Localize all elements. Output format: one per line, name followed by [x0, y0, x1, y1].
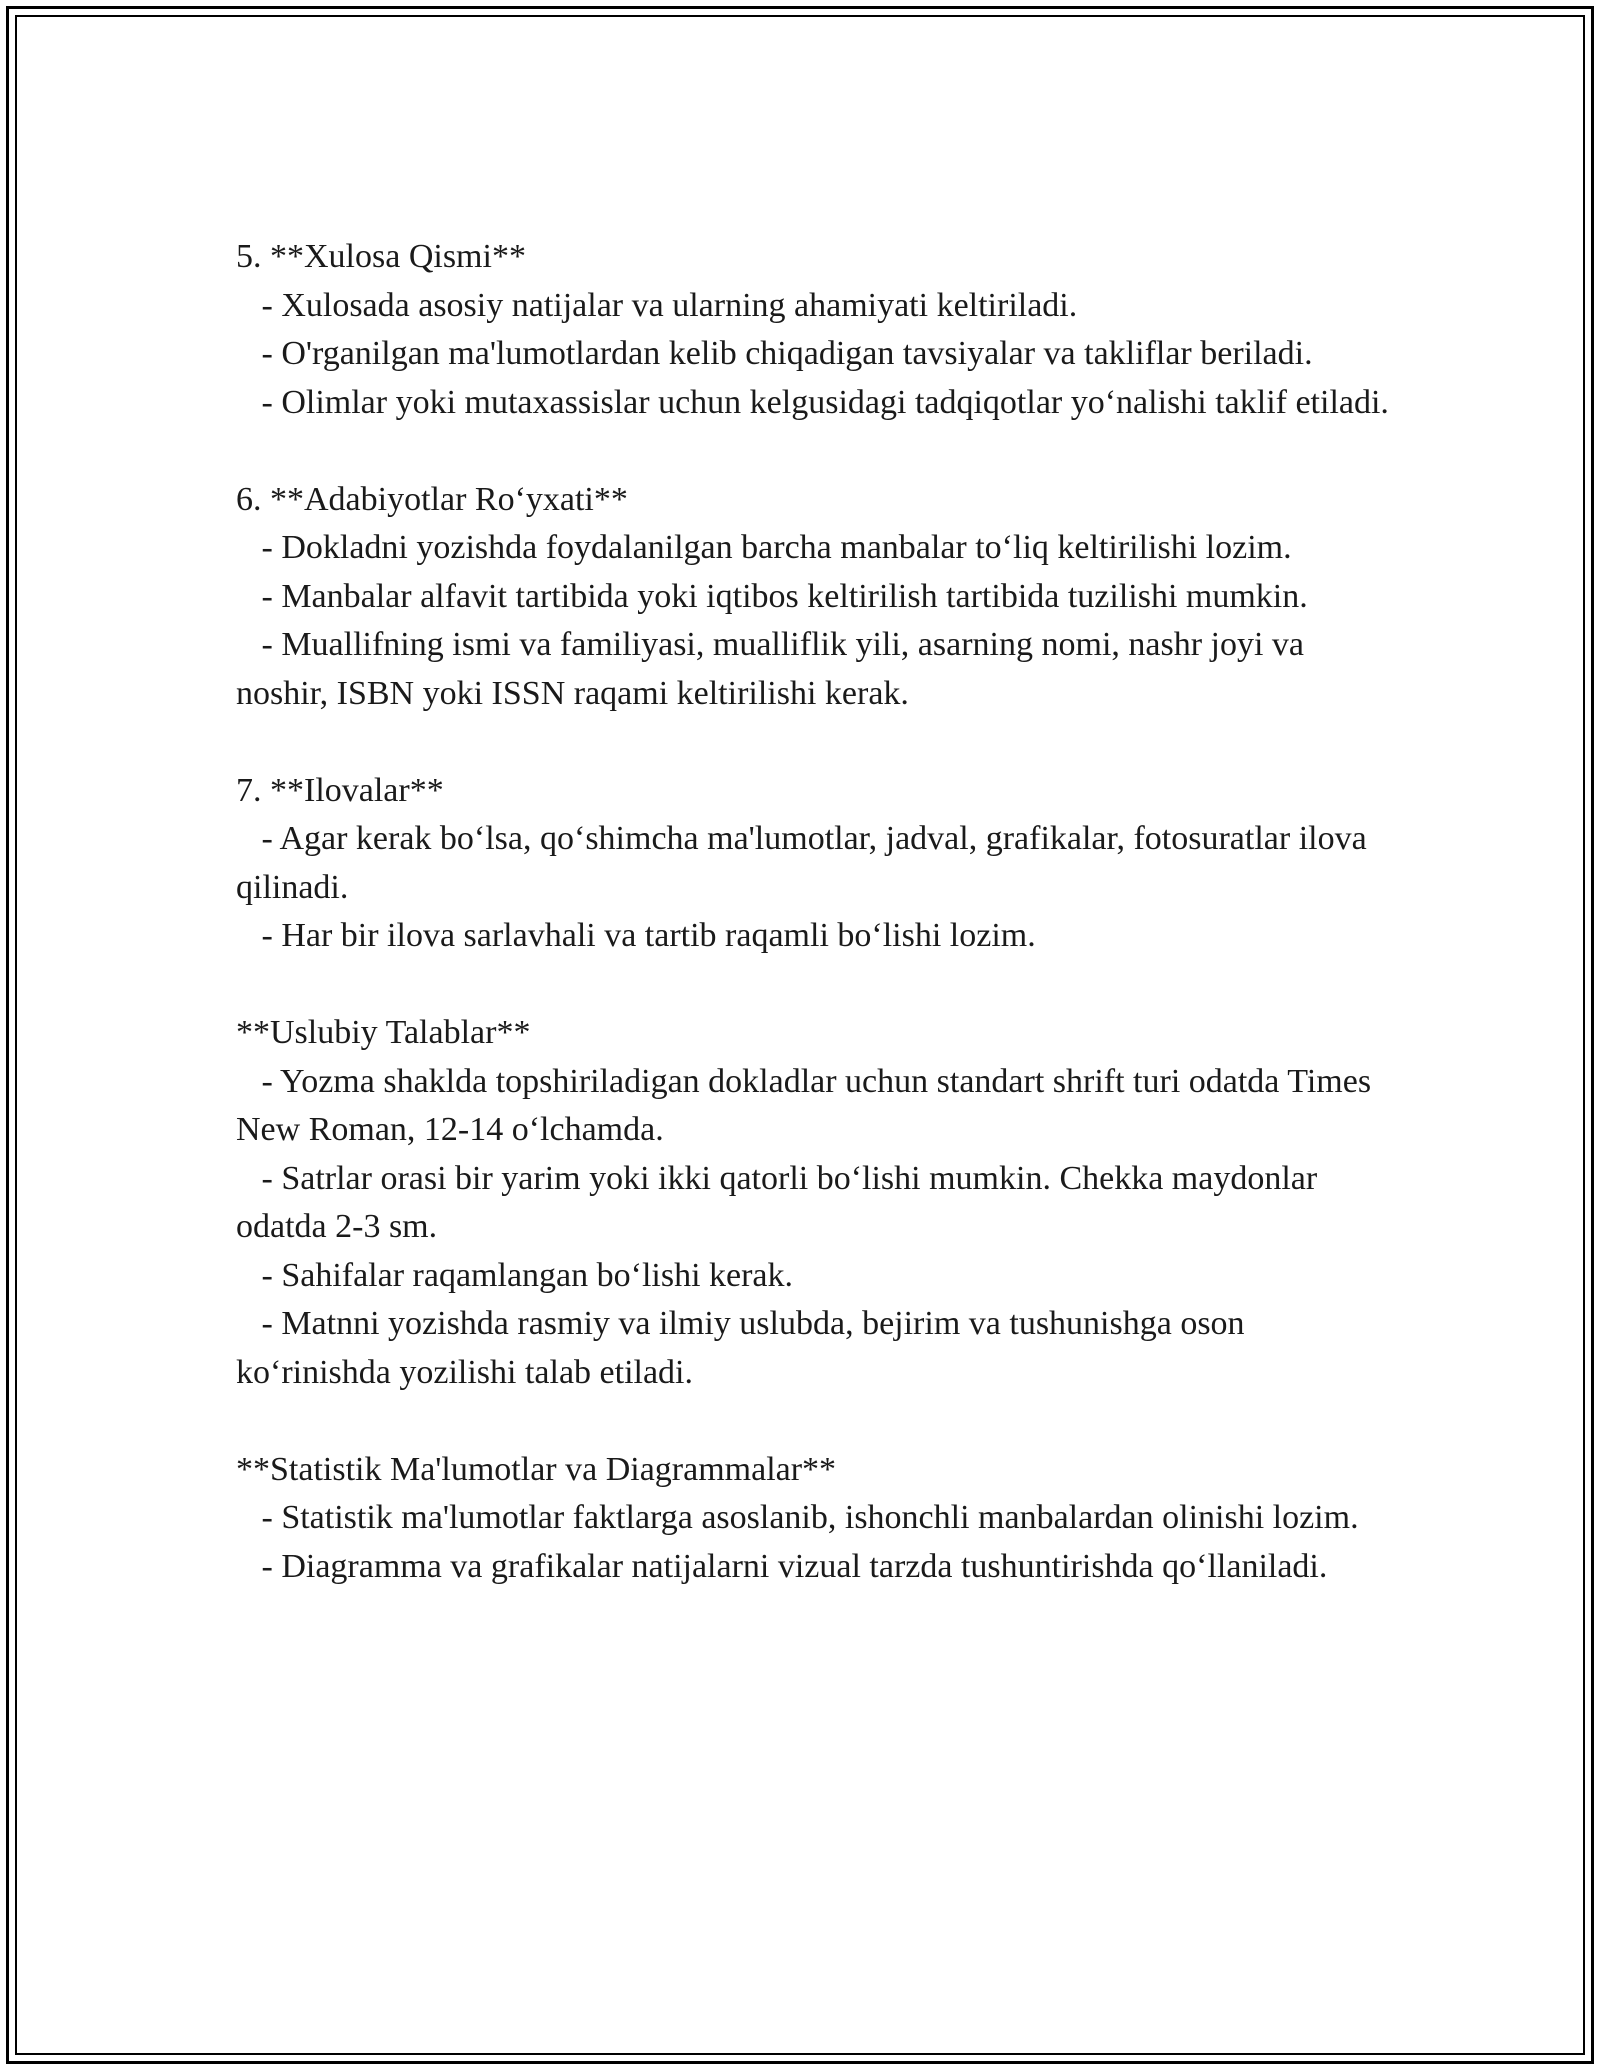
list-item: - O'rganilgan ma'lumotlardan kelib chiqadigan tavsiyalar va takliflar beriladi.: [236, 335, 1313, 372]
list-item: - Dokladni yozishda foydalanilgan barcha manbalar to‘liq keltirilishi lozim.: [236, 529, 1292, 566]
list-item: - Satrlar orasi bir yarim yoki ikki qatorli bo‘lishi mumkin. Chekka maydonlar odatda 2-3 sm.: [236, 1159, 1326, 1245]
section-heading: 6. **Adabiyotlar Ro‘yxati**: [236, 480, 628, 518]
list-item: - Statistik ma'lumotlar faktlarga asoslanib, ishonchli manbalardan olinishi lozim.: [236, 1499, 1359, 1536]
section-uslubiy-talablar: [236, 1009, 1396, 1397]
section-heading: 7. **Ilovalar**: [236, 771, 444, 809]
list-item: - Agar kerak bo‘lsa, qo‘shimcha ma'lumotlar, jadval, grafikalar, fotosuratlar ilova qilinadi.: [236, 820, 1376, 906]
list-item: - Har bir ilova sarlavhali va tartib raqamli bo‘lishi lozim.: [236, 917, 1036, 954]
list-item: - Yozma shaklda topshiriladigan dokladlar uchun standart shrift turi odatda Times New Roman, 12-14 o‘lchamda.: [236, 1062, 1380, 1148]
list-item: - Manbalar alfavit tartibida yoki iqtibos keltirilish tartibida tuzilishi mumkin.: [236, 577, 1308, 615]
section-ilovalar: [236, 767, 1396, 961]
list-item: - Diagramma va grafikalar natijalarni vizual tarzda tushuntirishda qo‘llaniladi.: [236, 1547, 1328, 1585]
list-item: - Olimlar yoki mutaxassislar uchun kelgusidagi tadqiqotlar yo‘nalishi taklif etiladi.: [236, 383, 1389, 421]
list-item: - Xulosada asosiy natijalar va ularning ahamiyati keltiriladi.: [236, 286, 1078, 324]
list-item: - Matnni yozishda rasmiy va ilmiy uslubda, bejirim va tushunishga oson ko‘rinishda yozilishi talab etiladi.: [236, 1305, 1254, 1391]
section-heading: 5. **Xulosa Qismi**: [236, 238, 526, 275]
section-xulosa-qismi: [236, 233, 1396, 427]
section-heading: **Uslubiy Talablar**: [236, 1014, 531, 1051]
document-body: [236, 233, 1396, 1591]
section-adabiyotlar-royxati: [236, 476, 1396, 719]
list-item: - Sahifalar raqamlangan bo‘lishi kerak.: [236, 1256, 794, 1294]
section-heading: **Statistik Ma'lumotlar va Diagrammalar**: [236, 1450, 837, 1488]
list-item: - Muallifning ismi va familiyasi, mualliflik yili, asarning nomi, nashr joyi va noshir, ISBN yoki ISSN raqami keltirilishi kerak.: [236, 626, 1313, 712]
section-statistik-malumotlar: [236, 1446, 1396, 1592]
